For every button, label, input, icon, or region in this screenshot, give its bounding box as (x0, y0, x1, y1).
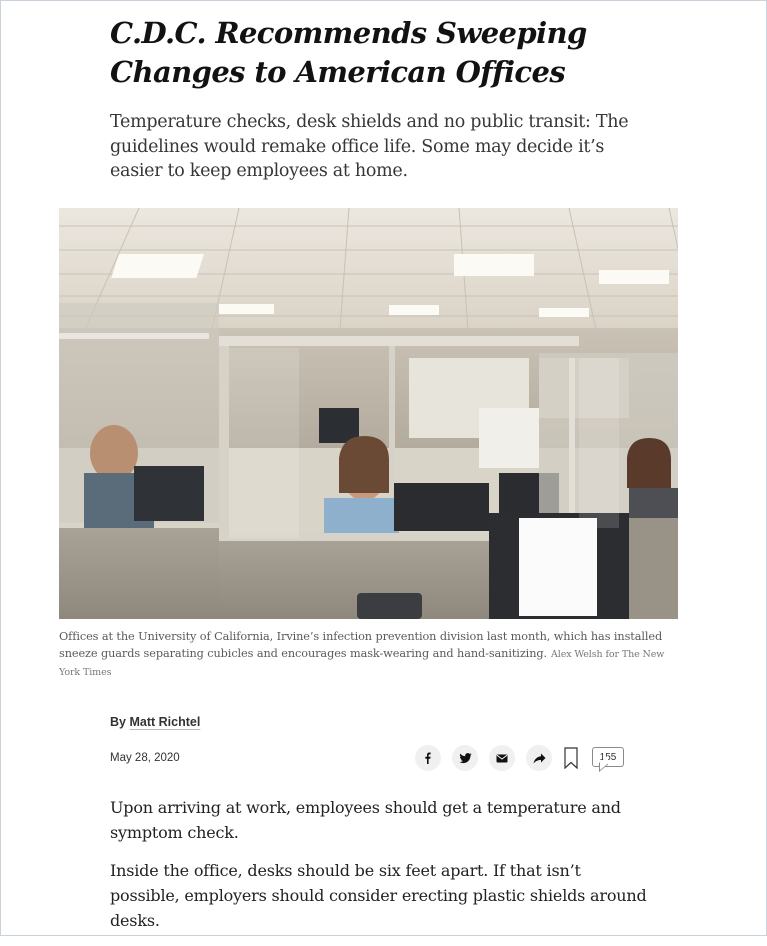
bookmark-icon (564, 747, 578, 769)
save-bookmark-button[interactable] (564, 747, 578, 769)
facebook-share-button[interactable] (415, 745, 441, 771)
email-icon (496, 754, 508, 763)
comments-icon: 155 (599, 751, 617, 763)
share-icon (533, 753, 546, 764)
caption-text: Offices at the University of California, Irvine’s infection prevention division last month, which has installed sneeze guards separating cubicles and encourages mask-wearing and hand-sanitizing. (59, 630, 663, 660)
byline (110, 715, 200, 729)
more-share-button[interactable] (526, 745, 552, 771)
twitter-icon (459, 752, 472, 764)
email-share-button[interactable] (489, 745, 515, 771)
article-summary: Temperature checks, desk shields and no public transit: The guidelines would remake office life. Some may decide it’s easier to keep employees at home. (110, 112, 629, 181)
photo-caption (59, 628, 679, 681)
facebook-icon (422, 752, 434, 764)
photo-credit: Alex Welsh for The New York Times (59, 649, 665, 678)
author-link[interactable]: Matt Richtel (129, 715, 201, 729)
byline-prefix: By (110, 715, 126, 729)
body-paragraph: Inside the office, desks should be six feet apart. If that isn’t possible, employers should consider erecting plastic shields around desks. (110, 861, 647, 930)
publish-date: May 28, 2020 (110, 752, 180, 764)
comments-button[interactable] (592, 747, 624, 767)
article-photo (59, 208, 678, 619)
article-body (110, 795, 650, 946)
body-paragraph: Upon arriving at work, employees should get a temperature and symptom check. (110, 798, 621, 842)
twitter-share-button[interactable] (452, 745, 478, 771)
article-headline: C.D.C. Recommends Sweeping Changes to American Offices (110, 16, 587, 89)
